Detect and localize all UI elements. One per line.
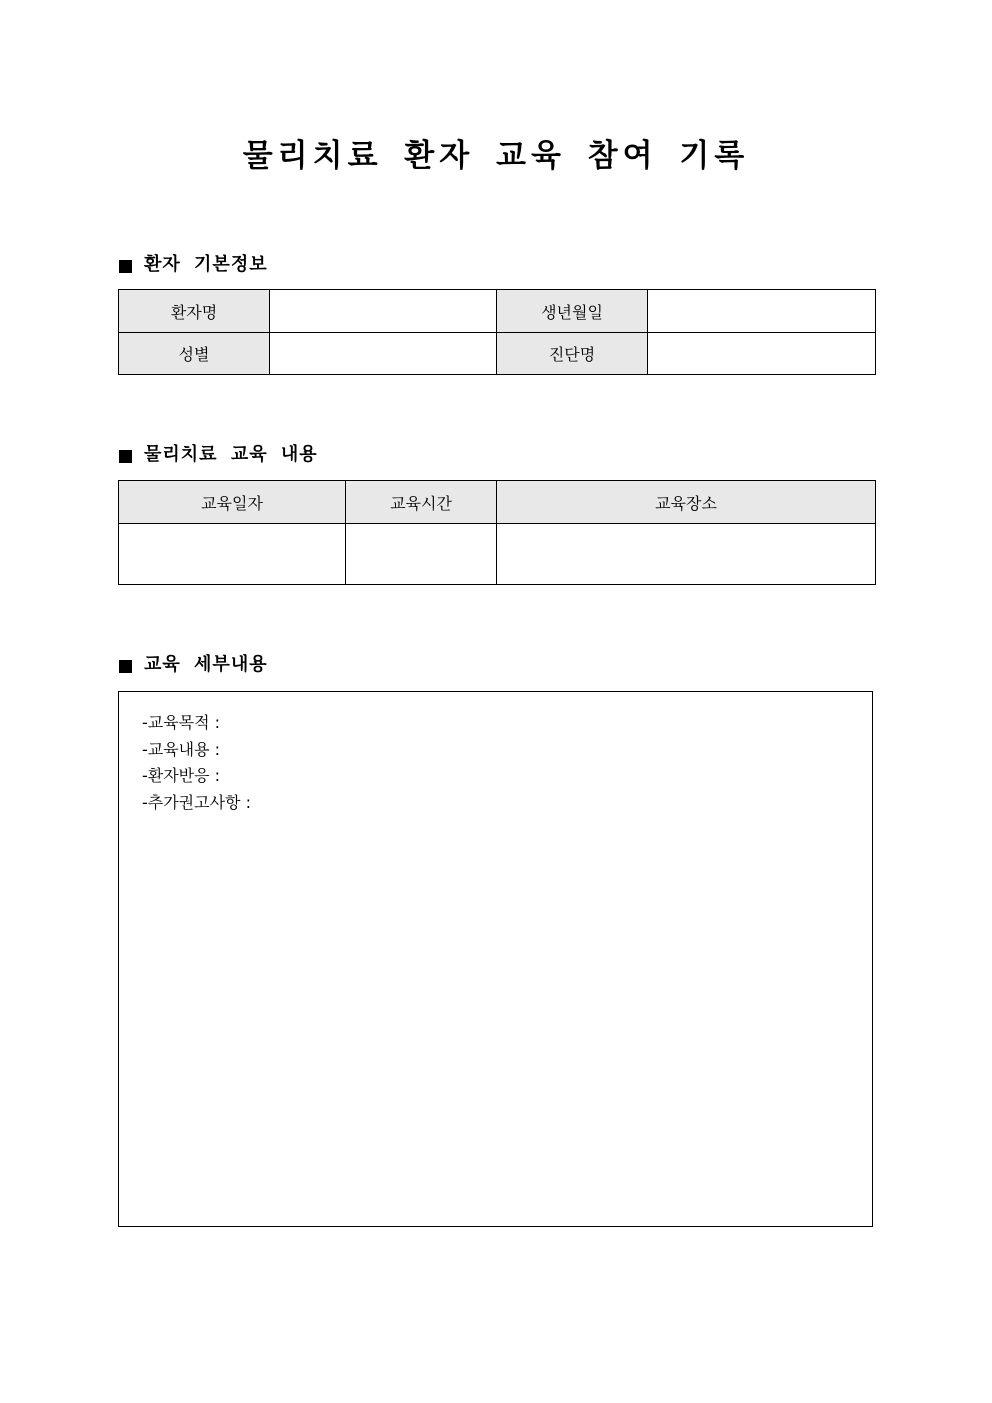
document-title: 물리치료 환자 교육 참여 기록 bbox=[242, 138, 750, 174]
square-bullet-icon bbox=[119, 260, 132, 273]
section-heading-text: 교육 세부내용 bbox=[144, 654, 268, 675]
patient-name-label: 환자명 bbox=[119, 290, 270, 333]
table-row bbox=[119, 290, 876, 333]
square-bullet-icon bbox=[119, 660, 132, 673]
section-heading-education-details bbox=[119, 653, 268, 677]
table-header-row bbox=[119, 481, 876, 524]
patient-info-table bbox=[118, 289, 876, 375]
education-time-header: 교육시간 bbox=[346, 481, 497, 524]
education-content-line: -교육내용 : bbox=[142, 739, 221, 759]
gender-field[interactable] bbox=[270, 333, 497, 375]
section-heading-patient-info bbox=[119, 253, 268, 277]
square-bullet-icon bbox=[119, 450, 132, 463]
patient-name-field[interactable] bbox=[270, 290, 497, 333]
education-purpose-line: -교육목적 : bbox=[142, 713, 221, 732]
education-details-list bbox=[142, 710, 251, 816]
section-heading-education-content bbox=[119, 443, 318, 467]
birthdate-label: 생년월일 bbox=[497, 290, 648, 333]
education-date-field[interactable] bbox=[119, 524, 346, 585]
additional-recommendations-line: -추가권고사항 : bbox=[142, 792, 251, 812]
education-date-header: 교육일자 bbox=[119, 481, 346, 524]
education-content-table bbox=[118, 480, 876, 585]
birthdate-field[interactable] bbox=[648, 290, 876, 333]
education-time-field[interactable] bbox=[346, 524, 497, 585]
table-row bbox=[119, 333, 876, 375]
section-heading-text: 환자 기본정보 bbox=[144, 254, 268, 275]
education-place-field[interactable] bbox=[497, 524, 876, 585]
education-details-box[interactable] bbox=[118, 691, 873, 1227]
section-heading-text: 물리치료 교육 내용 bbox=[144, 444, 318, 465]
diagnosis-field[interactable] bbox=[648, 333, 876, 375]
gender-label: 성별 bbox=[119, 333, 270, 375]
table-row bbox=[119, 524, 876, 585]
diagnosis-label: 진단명 bbox=[497, 333, 648, 375]
patient-response-line: -환자반응 : bbox=[142, 766, 221, 785]
education-place-header: 교육장소 bbox=[497, 481, 876, 524]
